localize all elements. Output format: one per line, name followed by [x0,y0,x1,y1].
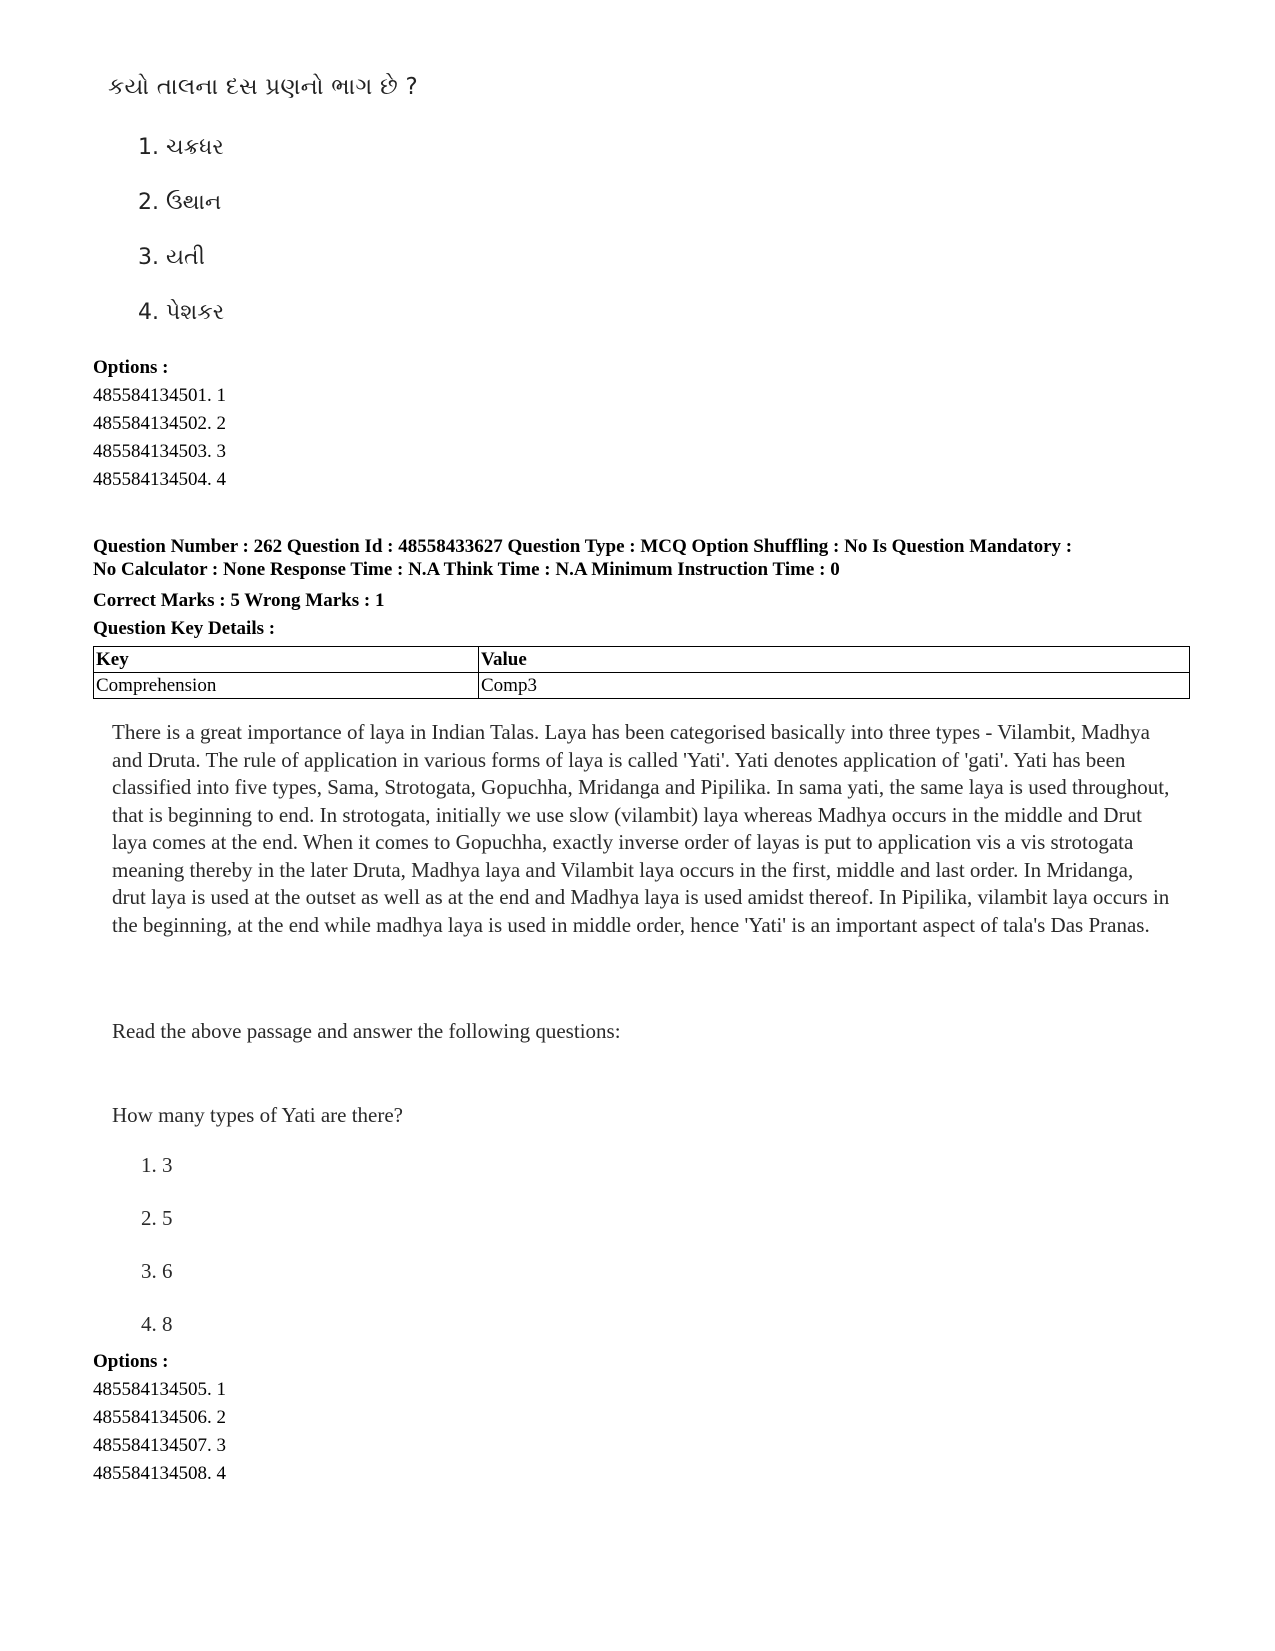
question-text-gujarati: કયો તાલના દસ પ્રણનો ભાગ છે ? [108,74,418,100]
question-meta-line-1: Question Number : 262 Question Id : 48558433627 Question Type : MCQ Option Shuffling : No Is Question Mandatory : [93,536,1073,557]
options-label: Options : [93,1351,169,1372]
key-details-table [93,646,1190,699]
question-meta-line-2: No Calculator : None Response Time : N.A Think Time : N.A Minimum Instruction Time : 0 [93,559,840,580]
option-id-2: 485584134502. 2 [93,413,226,434]
table-header-row [94,647,1190,673]
marks-line: Correct Marks : 5 Wrong Marks : 1 [93,590,385,611]
choice-3: 3. 6 [141,1259,173,1283]
choice-1: 1. 3 [141,1153,173,1177]
choice-2: 2. ઉથાન [138,190,222,215]
choice-2: 2. 5 [141,1206,173,1230]
option-id-1: 485584134501. 1 [93,385,226,406]
option-id-2: 485584134506. 2 [93,1407,226,1428]
option-id-4: 485584134504. 4 [93,469,226,490]
choice-3: 3. યતી [138,245,205,270]
header-key: Key [94,647,479,673]
option-id-3: 485584134503. 3 [93,441,226,462]
option-id-3: 485584134507. 3 [93,1435,226,1456]
comprehension-passage: There is a great importance of laya in Indian Talas. Laya has been categorised basically into three types - Vilambit, Madhya and Druta. The rule of application in various forms of laya is called 'Yati'. Yati denotes application of 'gati'. Yati has been classified into five types, Sama, Strotogata, Gopuchha, Mridanga and Pipilika. In sama yati, the same laya is used throughout, that is beginning to end. In strotogata, initially we use slow (vilambit) laya whereas Madhya occurs in the middle and Drut laya comes at the end. When it comes to Gopuchha, exactly inverse order of layas is put to application vis a vis strotogata meaning thereby in the later Druta, Madhya laya and Vilambit laya occurs in the first, middle and last order. In Mridanga, drut laya is used at the outset as well as at the end and Madhya laya is used amidst thereof. In Pipilika, vilambit laya occurs in the beginning, at the end while madhya laya is used in middle order, hence 'Yati' is an important aspect of tala's Das Pranas. [112,720,1170,937]
passage-instruction: Read the above passage and answer the following questions: [112,1019,621,1043]
option-id-4: 485584134508. 4 [93,1463,226,1484]
option-id-1: 485584134505. 1 [93,1379,226,1400]
choice-4: 4. પેશકર [138,300,225,325]
choice-4: 4. 8 [141,1312,173,1336]
question-meta [93,535,1193,581]
cell-value: Comp3 [479,673,1190,699]
question-text: How many types of Yati are there? [112,1103,404,1127]
header-value: Value [479,647,1190,673]
cell-key: Comprehension [94,673,479,699]
key-details-label: Question Key Details : [93,618,276,639]
choice-1: 1. ચક્રધર [138,135,224,160]
options-label: Options : [93,357,169,378]
table-row [94,673,1190,699]
